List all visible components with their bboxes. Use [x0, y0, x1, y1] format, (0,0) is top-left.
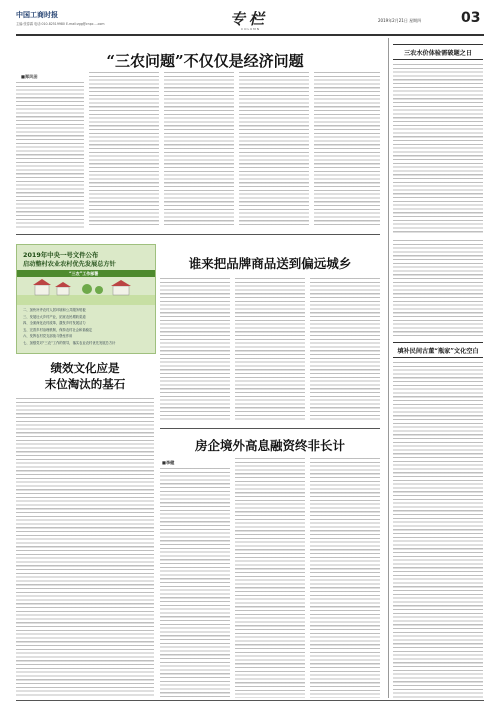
- main-article-body: [16, 72, 380, 232]
- policy-poster: [16, 244, 156, 354]
- performance-headline-1: 绩效文化应是: [50, 361, 120, 375]
- main-col-3: [164, 72, 234, 228]
- sidebar1-title-box: [393, 44, 483, 60]
- performance-headline-2: 末位淘汰的基石: [44, 377, 126, 391]
- masthead: [16, 8, 484, 34]
- main-col-1: [16, 82, 84, 228]
- housing-col-1: [160, 468, 230, 698]
- main-author: ■郑风田: [21, 74, 38, 79]
- main-headline: “三农问题”不仅仅是经济问题: [106, 52, 304, 70]
- poster-point: 五、完善乡村治理机制，保持农村社会和谐稳定: [23, 327, 93, 332]
- sidebar1-continued: [393, 240, 483, 338]
- poster-title-1: 2019年中央一号文件公布: [23, 251, 99, 259]
- performance-body: [16, 398, 154, 698]
- housing-author: ■李健: [162, 460, 175, 465]
- housing-col-2: [235, 458, 305, 698]
- top-section-rule: [16, 234, 380, 235]
- main-col-4: [239, 72, 309, 228]
- mid-section-rule: [160, 428, 380, 429]
- poster-point: 四、全面深化农村改革，激发乡村发展活力: [23, 321, 86, 325]
- poster-title-2: 启动整村农业农村优先发展总方针: [23, 261, 116, 268]
- right-column-divider: [388, 38, 389, 698]
- paper-name: 中国工商时报: [16, 11, 58, 19]
- housing-col-3: [310, 458, 380, 698]
- poster-subtitle: “三农”工作部署: [69, 271, 99, 276]
- page-number: 03: [461, 10, 481, 26]
- housing-headline: 房企境外高息融资终非长计: [194, 438, 345, 453]
- sidebar1-body: [393, 64, 483, 234]
- section-title: 专栏: [230, 10, 269, 28]
- contact-info: 主编:张春霖 电话:010-82519980 E-mail:zgg@cnpc-...com: [16, 22, 105, 26]
- page-bottom-rule: [16, 700, 484, 701]
- brand-col-3: [310, 278, 380, 420]
- poster-point: 二、加快补齐农村人居环境和公共服务短板: [23, 308, 86, 312]
- brand-col-1: [160, 278, 230, 420]
- masthead-rule: [16, 34, 484, 36]
- sidebar1-headline: 三农水价体验需破题之日: [403, 50, 473, 57]
- issue-date: 2019年2月21日 星期四: [378, 18, 422, 23]
- sidebar2-title-box: [393, 342, 483, 358]
- main-col-2: [89, 72, 159, 228]
- poster-point: 三、发展壮大乡村产业，拓宽农民增收渠道: [23, 314, 86, 319]
- poster-point: 七、加强党对“三农”工作的领导，落实农业农村优先发展总方针: [23, 340, 116, 345]
- poster-point-list: [23, 307, 149, 346]
- farm-illustration: [17, 279, 155, 305]
- section-subtitle: COLUMN: [241, 27, 261, 31]
- main-col-5: [314, 72, 380, 228]
- brand-col-2: [235, 278, 305, 420]
- sidebar2-headline: 填补民间古董“瓶家”文化空白: [397, 348, 479, 355]
- brand-headline: 谁来把品牌商品送到偏远城乡: [188, 256, 352, 271]
- sidebar2-body: [393, 362, 483, 698]
- poster-point: 六、发挥农村党支部战斗堡垒作用: [23, 334, 73, 338]
